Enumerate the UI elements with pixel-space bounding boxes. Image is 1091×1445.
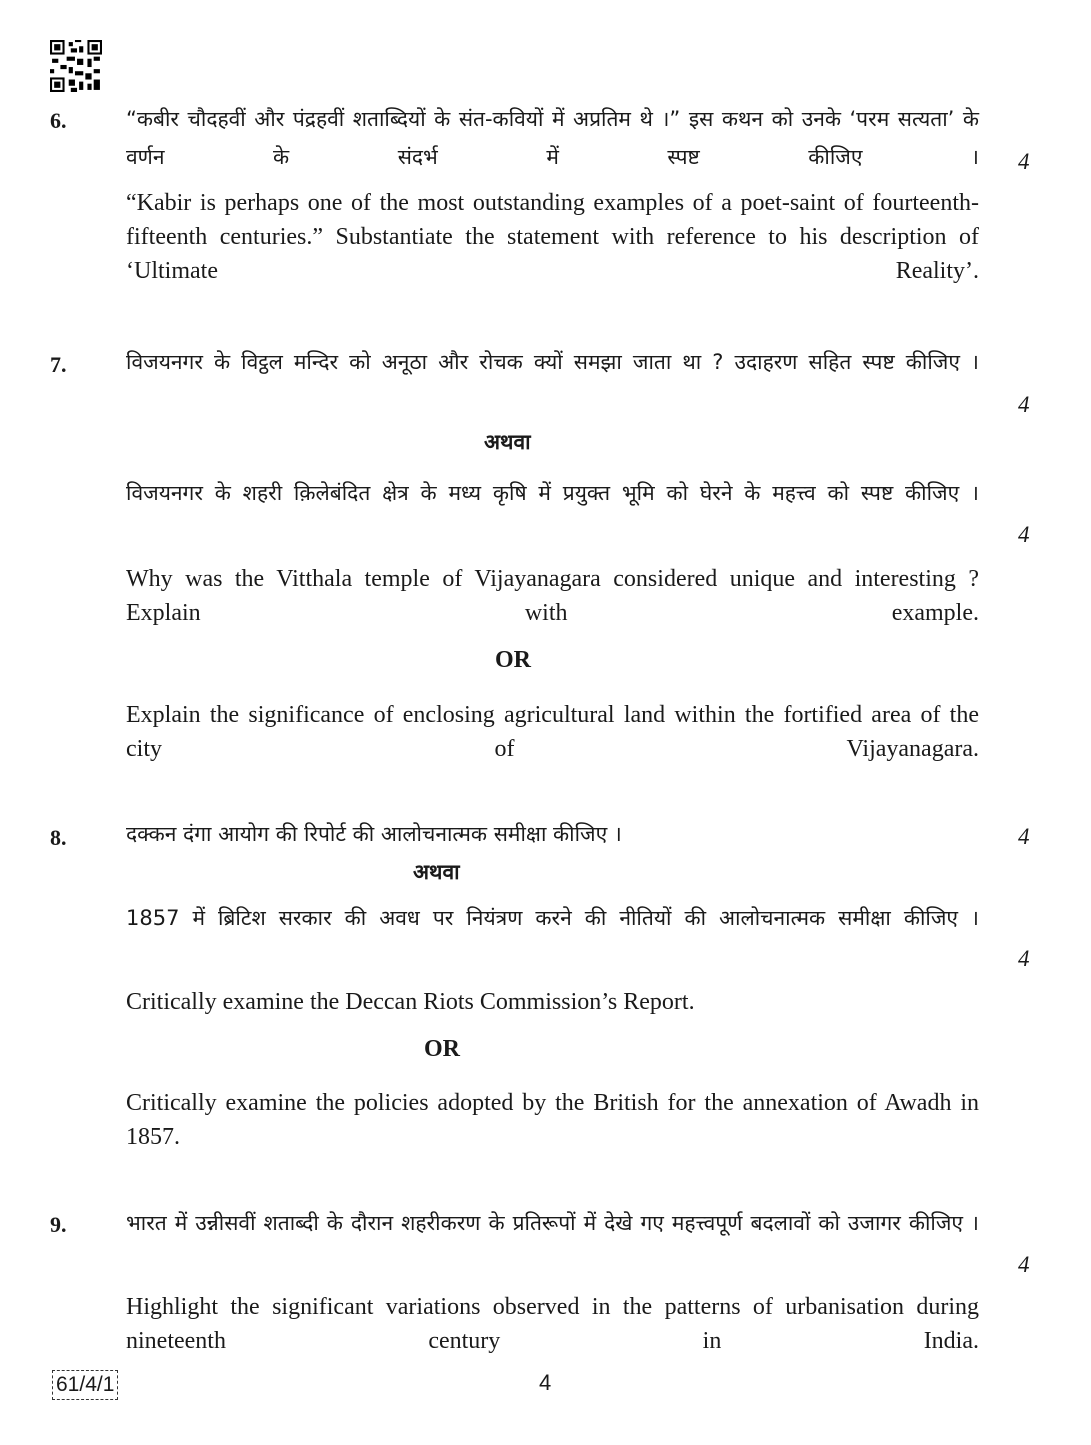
question-alt-text-hindi: विजयनगर के शहरी क़िलेबंदित क्षेत्र के मध्य कृषि में प्रयुक्त भूमि को घेरने के महत्त्व को स्पष्ट कीजिए । [126, 481, 979, 505]
question-number: 6. [50, 108, 67, 133]
marks: 4 [1018, 946, 1030, 971]
or-separator-english: OR [495, 647, 531, 673]
question-alt-text-english: Explain the significance of enclosing agricultural land within the fortified area of the city of Vijayanagara. [126, 702, 979, 762]
marks: 4 [1018, 522, 1030, 547]
question-text-hindi: दक्कन दंगा आयोग की रिपोर्ट की आलोचनात्मक समीक्षा कीजिए । [126, 822, 622, 846]
question-number: 7. [50, 352, 67, 377]
question-text-hindi: विजयनगर के विट्ठल मन्दिर को अनूठा और रोचक क्यों समझा जाता था ? उदाहरण सहित स्पष्ट कीजिए । [126, 350, 979, 374]
question-alt-text-english: Critically examine the policies adopted by the British for the annexation of Awadh in 1857. [126, 1090, 979, 1150]
or-separator-hindi: अथवा [413, 860, 460, 884]
marks: 4 [1018, 392, 1030, 417]
question-text-english: Why was the Vitthala temple of Vijayanagara considered unique and interesting ? Explain with example. [126, 566, 979, 626]
qr-code-icon [50, 40, 102, 92]
marks: 4 [1018, 824, 1030, 849]
question-text-hindi: भारत में उन्नीसवीं शताब्दी के दौरान शहरीकरण के प्रतिरूपों में देखे गए महत्त्वपूर्ण बदलावों को उजागर कीजिए । [126, 1211, 979, 1235]
page-number: 4 [539, 1370, 552, 1395]
question-alt-text-hindi: 1857 में ब्रिटिश सरकार की अवध पर नियंत्रण करने की नीतियों की आलोचनात्मक समीक्षा कीजिए । [126, 906, 979, 930]
question-text-hindi: “कबीर चौदहवीं और पंद्रहवीं शताब्दियों के संत-कवियों में अप्रतिम थे ।” इस कथन को उनके ‘परम सत्यता’ के वर्णन के संदर्भ में स्पष्ट कीजिए । [126, 107, 979, 169]
question-text-english: “Kabir is perhaps one of the most outstanding examples of a poet-saint of fourteenth-fifteenth centuries.” Substantiate the statement with reference to his description of ‘Ultimate Reality’. [126, 190, 979, 284]
marks: 4 [1018, 1252, 1030, 1277]
question-number: 9. [50, 1212, 67, 1237]
question-text-english: Highlight the significant variations observed in the patterns of urbanisation during nineteenth century in India. [126, 1294, 979, 1354]
or-separator-english: OR [424, 1036, 460, 1062]
marks: 4 [1018, 149, 1030, 174]
paper-code: 61/4/1 [52, 1370, 118, 1400]
or-separator-hindi: अथवा [484, 430, 531, 454]
question-text-english: Critically examine the Deccan Riots Commission’s Report. [126, 989, 695, 1015]
question-number: 8. [50, 825, 67, 850]
